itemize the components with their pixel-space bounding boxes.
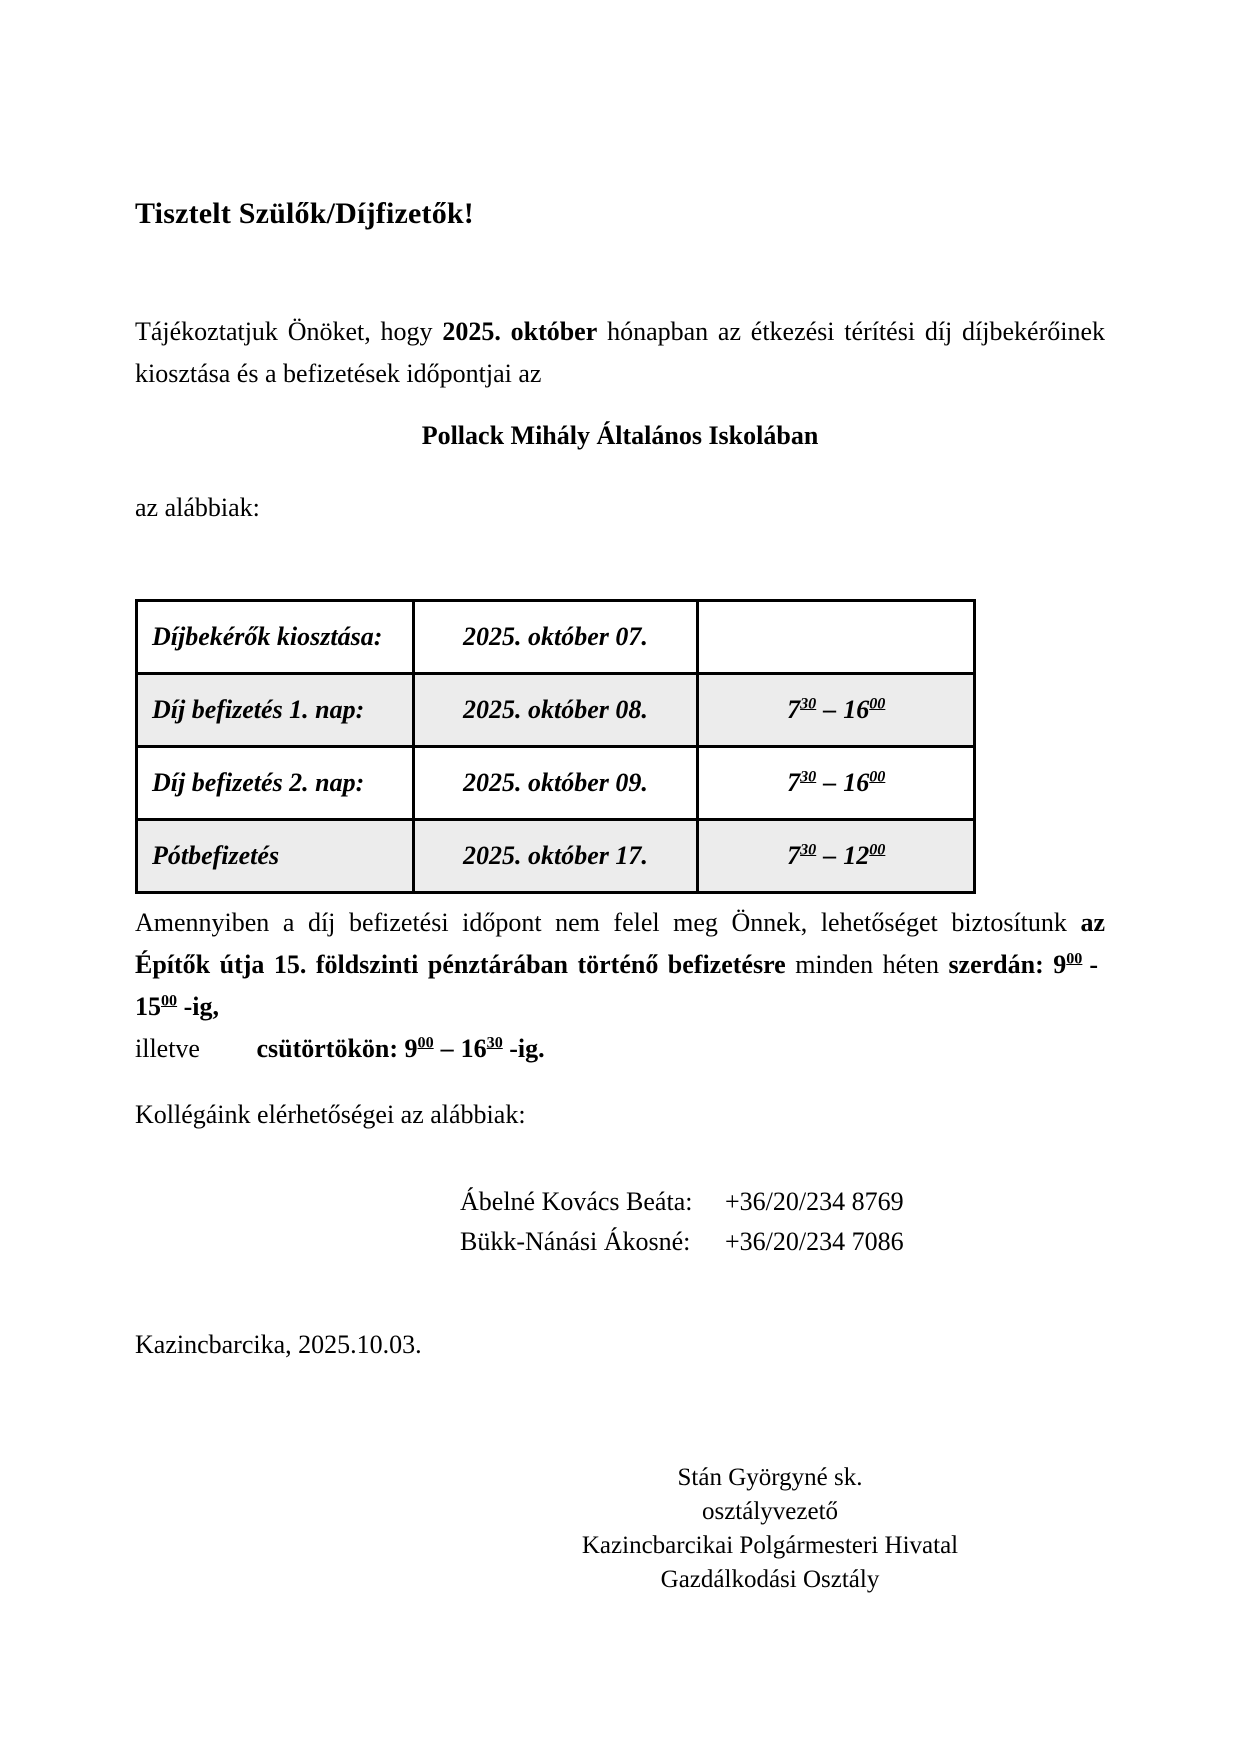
thu-end-hour: 16 bbox=[460, 1034, 487, 1063]
table-row bbox=[137, 747, 975, 820]
time-start-hour: 7 bbox=[787, 841, 801, 870]
schedule-date-cell: 2025. október 09. bbox=[413, 747, 698, 820]
alt-location-bold: az Építők útja 15. földszinti pénztárában történő befizetésre bbox=[135, 908, 1105, 979]
schedule-date-cell: 2025. október 07. bbox=[413, 601, 698, 674]
contact-phone: +36/20/234 8769 bbox=[725, 1187, 904, 1216]
time-end-minutes: 00 bbox=[869, 695, 886, 713]
wed-end-hour: 15 bbox=[135, 992, 161, 1021]
school-name: Pollack Mihály Általános Iskolában bbox=[421, 421, 819, 450]
contacts-heading: Kollégáink elérhetőségei az alábbiak: bbox=[135, 1100, 526, 1129]
wed-separator: - bbox=[1089, 950, 1099, 979]
thu-start-minutes: 00 bbox=[417, 1034, 434, 1052]
schedule-label-cell: Díj befizetés 1. nap: bbox=[137, 674, 414, 747]
wed-suffix: -ig, bbox=[183, 992, 219, 1021]
thu-time-run bbox=[405, 1034, 503, 1063]
table-row bbox=[137, 674, 975, 747]
alt-text-3: illetve bbox=[135, 1034, 200, 1063]
schedule-time-cell bbox=[698, 747, 975, 820]
signature-name: Stán Györgyné sk. bbox=[677, 1464, 863, 1491]
time-end-minutes: 00 bbox=[869, 841, 886, 859]
intro-text-after: hónapban az étkezési térítési díj díjbekérőinek kiosztása és a befizetések időpontjai az bbox=[135, 317, 1105, 388]
time-start-minutes: 30 bbox=[800, 695, 817, 713]
contact-name: Ábelné Kovács Beáta: bbox=[460, 1187, 693, 1216]
schedule-label-cell: Díj befizetés 2. nap: bbox=[137, 747, 414, 820]
list-item bbox=[460, 1182, 1105, 1222]
thu-suffix: -ig. bbox=[509, 1034, 545, 1063]
signature-office: Kazincbarcikai Polgármesteri Hivatal bbox=[581, 1532, 959, 1559]
time-separator: – bbox=[823, 768, 837, 797]
wed-end-minutes: 00 bbox=[161, 992, 178, 1010]
contacts-list bbox=[460, 1182, 1105, 1262]
signature-block bbox=[550, 1461, 990, 1597]
intro-month-bold: 2025. október bbox=[442, 317, 598, 346]
schedule-label-cell: Díjbekérők kiosztása: bbox=[137, 601, 414, 674]
contact-phone: +36/20/234 7086 bbox=[725, 1227, 904, 1256]
list-item bbox=[460, 1222, 1105, 1262]
time-start-hour: 7 bbox=[787, 695, 801, 724]
signature-department: Gazdálkodási Osztály bbox=[660, 1566, 880, 1593]
place-date-line: Kazincbarcika, 2025.10.03. bbox=[135, 1330, 422, 1359]
time-end-hour: 16 bbox=[843, 768, 870, 797]
time-start-minutes: 30 bbox=[800, 841, 817, 859]
thu-start-hour: 9 bbox=[404, 1034, 418, 1063]
intro-text-before: Tájékoztatjuk Önöket, hogy bbox=[135, 317, 433, 346]
wed-start-minutes: 00 bbox=[1066, 950, 1083, 968]
table-row bbox=[137, 820, 975, 893]
alternative-payment-paragraph bbox=[135, 902, 1105, 1070]
time-end-hour: 12 bbox=[843, 841, 870, 870]
time-start-minutes: 30 bbox=[800, 768, 817, 786]
schedule-label-cell: Pótbefizetés bbox=[137, 820, 414, 893]
lead-in-text: az alábbiak: bbox=[135, 493, 260, 522]
schedule-time-cell bbox=[698, 674, 975, 747]
time-end-minutes: 00 bbox=[869, 768, 886, 786]
time-separator: – bbox=[823, 841, 837, 870]
schedule-date-cell: 2025. október 08. bbox=[413, 674, 698, 747]
schedule-date-cell: 2025. október 17. bbox=[413, 820, 698, 893]
signature-role: osztályvezető bbox=[701, 1498, 839, 1525]
schedule-time-cell bbox=[698, 820, 975, 893]
wed-start-hour: 9 bbox=[1053, 950, 1067, 979]
thu-separator: – bbox=[440, 1034, 454, 1063]
table-row bbox=[137, 601, 975, 674]
thu-end-minutes: 30 bbox=[486, 1034, 503, 1052]
schedule-time-cell bbox=[698, 601, 975, 674]
time-start-hour: 7 bbox=[787, 768, 801, 797]
alt-thursday-label: csütörtökön: bbox=[256, 1034, 399, 1063]
alt-wednesday-label: szerdán: bbox=[948, 950, 1044, 979]
time-separator: – bbox=[823, 695, 837, 724]
intro-paragraph bbox=[135, 311, 1105, 395]
alt-text-2: minden héten bbox=[795, 950, 939, 979]
time-end-hour: 16 bbox=[843, 695, 870, 724]
page-title: Tisztelt Szülők/Díjfizetők! bbox=[135, 197, 474, 230]
payment-schedule-table bbox=[135, 599, 976, 894]
alt-text-1: Amennyiben a díj befizetési időpont nem felel meg Önnek, lehetőséget biztosítunk bbox=[135, 908, 1067, 937]
contact-name: Bükk-Nánási Ákosné: bbox=[460, 1227, 691, 1256]
